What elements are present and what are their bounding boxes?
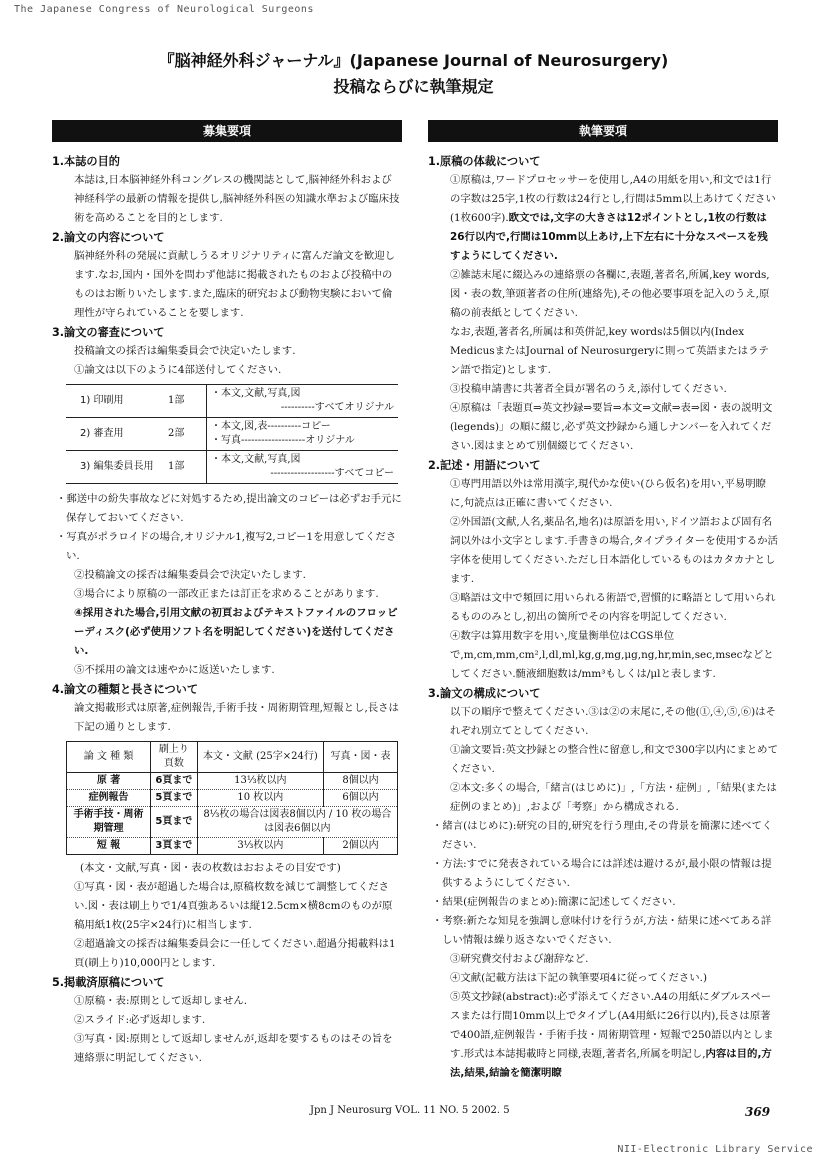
para-format-2: ②雑誌末尾に綴込みの連絡票の各欄に,表題,著者名,所属,key words,図・表の数,筆頭著者の住所(連絡先),その他必要事項を記入のうえ,原稿の前表紙としてください. <box>450 269 770 319</box>
table-cell: 13⅓枚以内 <box>197 773 323 790</box>
para-terms-2: ②外国語(文献,人名,薬品名,地名)は原語を用い,ドイツ語および固有名詞以外は小文字とします.手書きの場合,タイプライターを使用するか活字体を使用してください.ただし日本語化しているものはカタカナとします. <box>450 516 778 585</box>
para-format-1: ①原稿は,ワードプロセッサーを使用し,A4の用紙を用い,和文では1行の字数は25字,1枚の行数は24行とし,行間は5mm以上あけてください(1枚600字).欧文では,文字の大きさは12ポイントとし,1枚の行数は26行以内で,行間は10mm以上あけ,上下左右に十分なスペースを残すようにしてください. <box>450 174 776 262</box>
para-review-5: ④採用された場合,引用文献の初頁およびテキストファイルのフロッピーディスク(必ず使用ソフト名を明記してください)を送付してください. <box>74 607 398 657</box>
column-header: 写真・図・表 <box>324 742 398 773</box>
heading-content: 2.論文の内容について <box>52 231 165 244</box>
list-item: ・緒言(はじめに):研究の目的,研究を行う理由,その背景を簡潔に述べてください. <box>432 820 773 851</box>
table-cell: 6個以内 <box>324 790 398 807</box>
para-structure-4: ③研究費交付および謝辞など. <box>450 953 589 965</box>
table-cell: ・本文,文献,写真,図 -------------------すべてコピー <box>207 451 399 484</box>
journal-citation: Jpn J Neurosurg VOL. 11 NO. 5 2002. 5 <box>310 1105 510 1116</box>
article-length-table <box>66 741 398 855</box>
heading-format: 1.原稿の体裁について <box>428 155 541 168</box>
para-article-types: 論文掲載形式は原著,症例報告,手術手技・周術期管理,短報とし,長さは下記の通りとします. <box>74 702 399 733</box>
table-header-row <box>67 742 398 773</box>
heading-published-manuscripts: 5.掲載済原稿について <box>52 976 165 989</box>
table-cell: 3⅓枚以内 <box>197 838 323 855</box>
table-note: (本文・文献,写真・図・表の枚数はおおよその目安です) <box>80 862 341 874</box>
para-structure-3: ②本文:多くの場合,「緒言(はじめに)」,「方法・症例」,「結果(または症例のまとめ)」,および「考察」から構成される. <box>450 782 777 813</box>
para-review-6: ⑤不採用の論文は速やかに返送いたします. <box>74 664 275 676</box>
table-cell: 10 枚以内 <box>197 790 323 807</box>
para-format-3: なお,表題,著者名,所属は和英併記,key wordsは5個以内(Index MedicusまたはJournal of Neurosurgeryに則って英語またはラテン語で指定)とします. <box>450 326 769 376</box>
para-terms-4: ④数字は算用数字を用い,度量衡単位はCGS単位で,m,cm,mm,cm²,l,dl,ml,kg,g,mg,μg,ng,hr,min,sec,msecなどとしてください.髄液細胞数は/mm³もしくは/μlと表します. <box>450 630 774 680</box>
list-item: ・郵送中の紛失事故などに対処するため,提出論文のコピーは必ずお手元に保存しておいてください. <box>56 493 402 524</box>
table-cell: 1部 <box>164 451 207 484</box>
para-return-3: ③写真・図:原則として返却しませんが,返却を要するものはその旨を連絡票に明記してください. <box>74 1033 393 1064</box>
source-footer: NII-Electronic Library Service <box>617 1144 813 1155</box>
list-item: ・写真がポラロイドの場合,オリジナル1,複写2,コピー1を用意してください. <box>56 531 397 562</box>
para-return-1: ①原稿・表:原則として返却しません. <box>74 995 248 1007</box>
heading-terminology: 2.記述・用語について <box>428 459 541 472</box>
heading-article-types: 4.論文の種類と長さについて <box>52 683 199 696</box>
para-review-1: 投稿論文の採否は編集委員会で決定いたします. <box>74 345 296 357</box>
table-cell: 1部 <box>164 385 207 418</box>
list-item: ・方法:すでに発表されている場合には詳述は避けるが,最小限の情報は提供するようにしてください. <box>432 858 772 889</box>
table-row <box>67 807 398 838</box>
table-cell: 2個以内 <box>324 838 398 855</box>
heading-purpose: 1.本誌の目的 <box>52 155 120 168</box>
para-format-4: ③投稿申請書に共著者全員が署名のうえ,添付してください. <box>450 383 727 395</box>
table-cell: ・本文,図,表----------コピー ・写真-------------------オリジナル <box>207 418 399 451</box>
left-column <box>52 120 402 1068</box>
section-bar-writing: 執筆要項 <box>428 120 778 142</box>
para-structure-2: ①論文要旨:英文抄録との整合性に留意し,和文で300字以内にまとめてください. <box>450 744 778 775</box>
table-row <box>67 838 398 855</box>
para-format-5: ④原稿は「表題頁⇒英文抄録⇒要旨⇒本文⇒文献⇒表⇒図・表の説明文(legends)」の順に綴じ,必ず英文抄録から通しナンバーを入れてください.図はまとめて別個綴じてください. <box>450 402 773 452</box>
para-structure-1: 以下の順序で整えてください.③は②の末尾に,その他(①,④,⑤,⑥)はそれぞれ別立てとしてください. <box>450 706 776 737</box>
list-item: ・考察:新たな知見を強調し意味付けを行うが,方法・結果に述べてある詳しい情報は繰り返さないでください. <box>432 915 772 946</box>
para-purpose: 本誌は,日本脳神経外科コングレスの機関誌として,脳神経外科および神経科学の最新の情報を提供し,脳神経外科医の知識水準および臨床技術を高めることを目的とします. <box>74 174 400 224</box>
table-cell: ・本文,文献,写真,図 ----------すべてオリジナル <box>207 385 399 418</box>
table-row <box>66 451 398 484</box>
table-cell: 3頁まで <box>151 838 198 855</box>
page-title: 投稿ならびに執筆規定 <box>333 77 494 96</box>
para-length-2: ②超過論文の採否は編集委員会に一任してください.超過分掲載料は1頁(刷上り)10,000円とします. <box>74 938 396 969</box>
para-structure-6: ⑤英文抄録(abstract):必ず添えてください.A4の用紙にダブルスペースまたは行間10mm以上でタイプし(A4用紙に26行以内),長さは原著で400語,症例報告・手術手技・周術期管理・短報で250語以内とします.形式は本誌掲載時と同様,表題,著者名,所属を明記し,内容は目的,方法,結果,結論を簡潔明瞭 <box>450 991 774 1079</box>
para-return-2: ②スライド:必ず返却します. <box>74 1014 206 1026</box>
table-cell: 症例報告 <box>67 790 151 807</box>
para-review-3: ②投稿論文の採否は編集委員会で決定いたします. <box>74 569 306 581</box>
column-header: 論 文 種 類 <box>67 742 151 773</box>
table-cell: 5頁まで <box>151 790 198 807</box>
table-row <box>67 790 398 807</box>
table-row <box>66 418 398 451</box>
table-row <box>67 773 398 790</box>
column-header: 本文・文献 (25字×24行) <box>197 742 323 773</box>
table-cell: 5頁まで <box>151 807 198 838</box>
table-cell: 2部 <box>164 418 207 451</box>
para-content: 脳神経外科の発展に貢献しうるオリジナリティに富んだ論文を歓迎します.なお,国内・国外を問わず他誌に掲載されたものおよび投稿中のものはお断りいたします.また,臨床的研究および動物実験において倫理性が守られていることを要します. <box>74 250 396 319</box>
right-column <box>428 120 778 1083</box>
list-item: ・結果(症例報告のまとめ):簡潔に記述してください. <box>432 896 676 908</box>
para-length-1: ①写真・図・表が超過した場合は,原稿枚数を減じて調整してください.図・表は刷上りで1/4頁強あるいは縦12.5cm×横8cmのものが原稿用紙1枚(25字×24行)に相当します. <box>74 881 393 931</box>
source-header: The Japanese Congress of Neurological Surgeons <box>14 4 314 15</box>
submission-copies-table <box>66 384 398 484</box>
page-number: 369 <box>745 1105 771 1119</box>
table-cell: 1) 印刷用 <box>66 385 164 418</box>
table-cell: 8個以内 <box>324 773 398 790</box>
section-bar-recruitment: 募集要項 <box>52 120 402 142</box>
heading-structure: 3.論文の構成について <box>428 687 541 700</box>
para-structure-5: ④文献(記載方法は下記の執筆要項4に従ってください.) <box>450 972 708 984</box>
table-cell: 原 著 <box>67 773 151 790</box>
table-cell: 短 報 <box>67 838 151 855</box>
table-cell: 3) 編集委員長用 <box>66 451 164 484</box>
para-review-2: ①論文は以下のように4部送付してください. <box>74 364 282 376</box>
heading-review: 3.論文の審査について <box>52 326 165 339</box>
para-review-4: ③場合により原稿の一部改正または訂正を求めることがあります. <box>74 588 379 600</box>
table-cell: 8⅓枚の場合は図表8個以内 / 10 枚の場合は図表6個以内 <box>197 807 397 838</box>
column-header: 刷上り頁数 <box>151 742 198 773</box>
table-cell: 6頁まで <box>151 773 198 790</box>
table-cell: 2) 審査用 <box>66 418 164 451</box>
table-cell: 手術手技・周術期管理 <box>67 807 151 838</box>
journal-title: 『脳神経外科ジャーナル』(Japanese Journal of Neurosurgery) <box>158 51 669 70</box>
para-terms-1: ①専門用語以外は常用漢字,現代かな使い(ひら仮名)を用い,平易明瞭に,句読点は正確に書いてください. <box>450 478 767 509</box>
table-row <box>66 385 398 418</box>
para-terms-3: ③略語は文中で頻回に用いられる術語で,習慣的に略語として用いられるもののみとし,初出の箇所でその内容を明記してください. <box>450 592 776 623</box>
